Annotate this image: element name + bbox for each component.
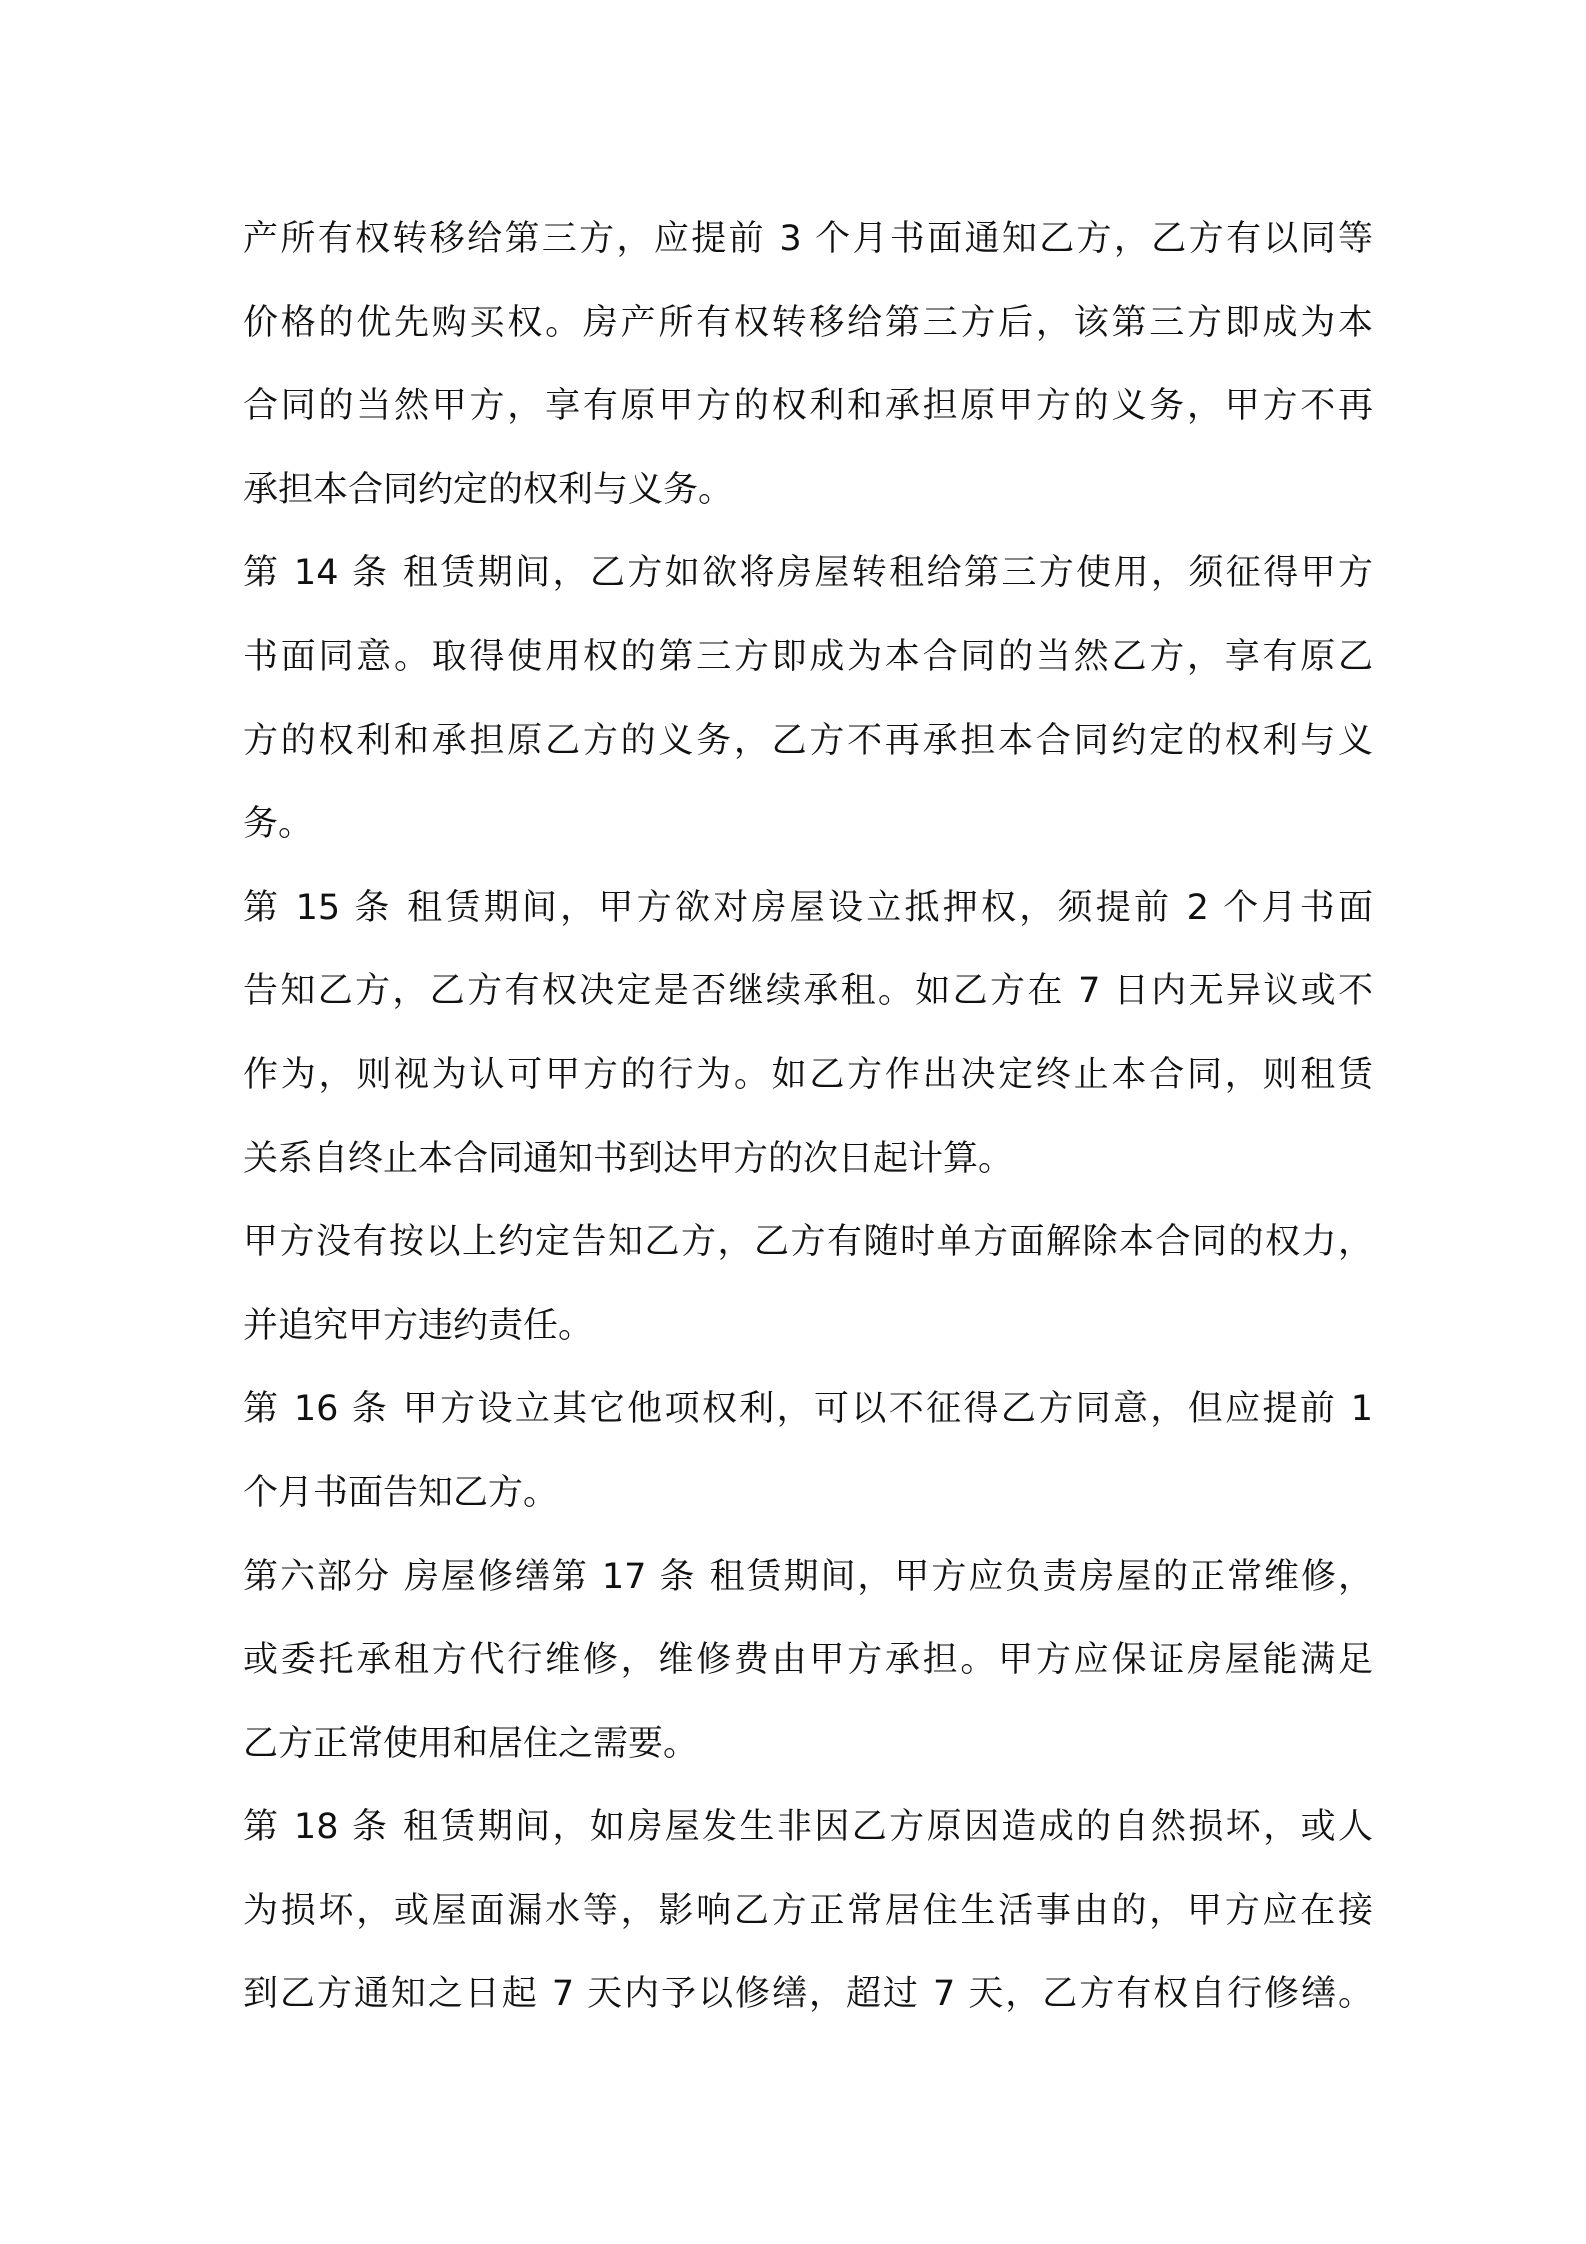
text-line-20: 第 18 条 租赁期间，如房屋发生非因乙方原因造成的自然损坏，或人 <box>243 1807 1373 1848</box>
text-line-4: 承担本合同约定的权利与义务。 <box>243 469 734 510</box>
contract-text <box>243 198 1373 2037</box>
text-line-21: 为损坏，或屋面漏水等，影响乙方正常居住生活事由的，甲方应在接 <box>243 1890 1373 1931</box>
text-line-13: 甲方没有按以上约定告知乙方，乙方有随时单方面解除本合同的权力， <box>243 1222 1373 1263</box>
text-line-15: 第 16 条 甲方设立其它他项权利，可以不征得乙方同意，但应提前 1 <box>243 1389 1373 1430</box>
text-line-10: 告知乙方，乙方有权决定是否继续承租。如乙方在 7 日内无异议或不 <box>243 971 1373 1012</box>
text-line-9: 第 15 条 租赁期间，甲方欲对房屋设立抵押权，须提前 2 个月书面 <box>243 887 1373 928</box>
text-line-1: 产所有权转移给第三方，应提前 3 个月书面通知乙方，乙方有以同等 <box>243 219 1373 259</box>
text-line-18: 或委托承租方代行维修，维修费由甲方承担。甲方应保证房屋能满足 <box>243 1640 1373 1681</box>
text-line-5: 第 14 条 租赁期间，乙方如欲将房屋转租给第三方使用，须征得甲方 <box>243 553 1373 594</box>
text-line-11: 作为，则视为认可甲方的行为。如乙方作出决定终止本合同，则租赁 <box>243 1054 1373 1095</box>
text-line-17: 第六部分 房屋修缮第 17 条 租赁期间，甲方应负责房屋的正常维修， <box>243 1556 1373 1597</box>
text-line-16: 个月书面告知乙方。 <box>243 1472 559 1513</box>
text-line-8: 务。 <box>243 804 314 845</box>
text-line-7: 方的权利和承担原乙方的义务，乙方不再承担本合同约定的权利与义 <box>243 720 1373 761</box>
text-line-3: 合同的当然甲方，享有原甲方的权利和承担原甲方的义务，甲方不再 <box>243 386 1373 427</box>
text-line-2: 价格的优先购买权。房产所有权转移给第三方后，该第三方即成为本 <box>243 302 1373 343</box>
text-line-14: 并追究甲方违约责任。 <box>243 1305 594 1346</box>
text-line-12: 关系自终止本合同通知书到达甲方的次日起计算。 <box>243 1138 1014 1179</box>
text-line-6: 书面同意。取得使用权的第三方即成为本合同的当然乙方，享有原乙 <box>243 636 1373 677</box>
text-line-22: 到乙方通知之日起 7 天内予以修缮，超过 7 天，乙方有权自行修缮。 <box>243 1974 1373 2015</box>
text-line-19: 乙方正常使用和居住之需要。 <box>243 1723 699 1764</box>
